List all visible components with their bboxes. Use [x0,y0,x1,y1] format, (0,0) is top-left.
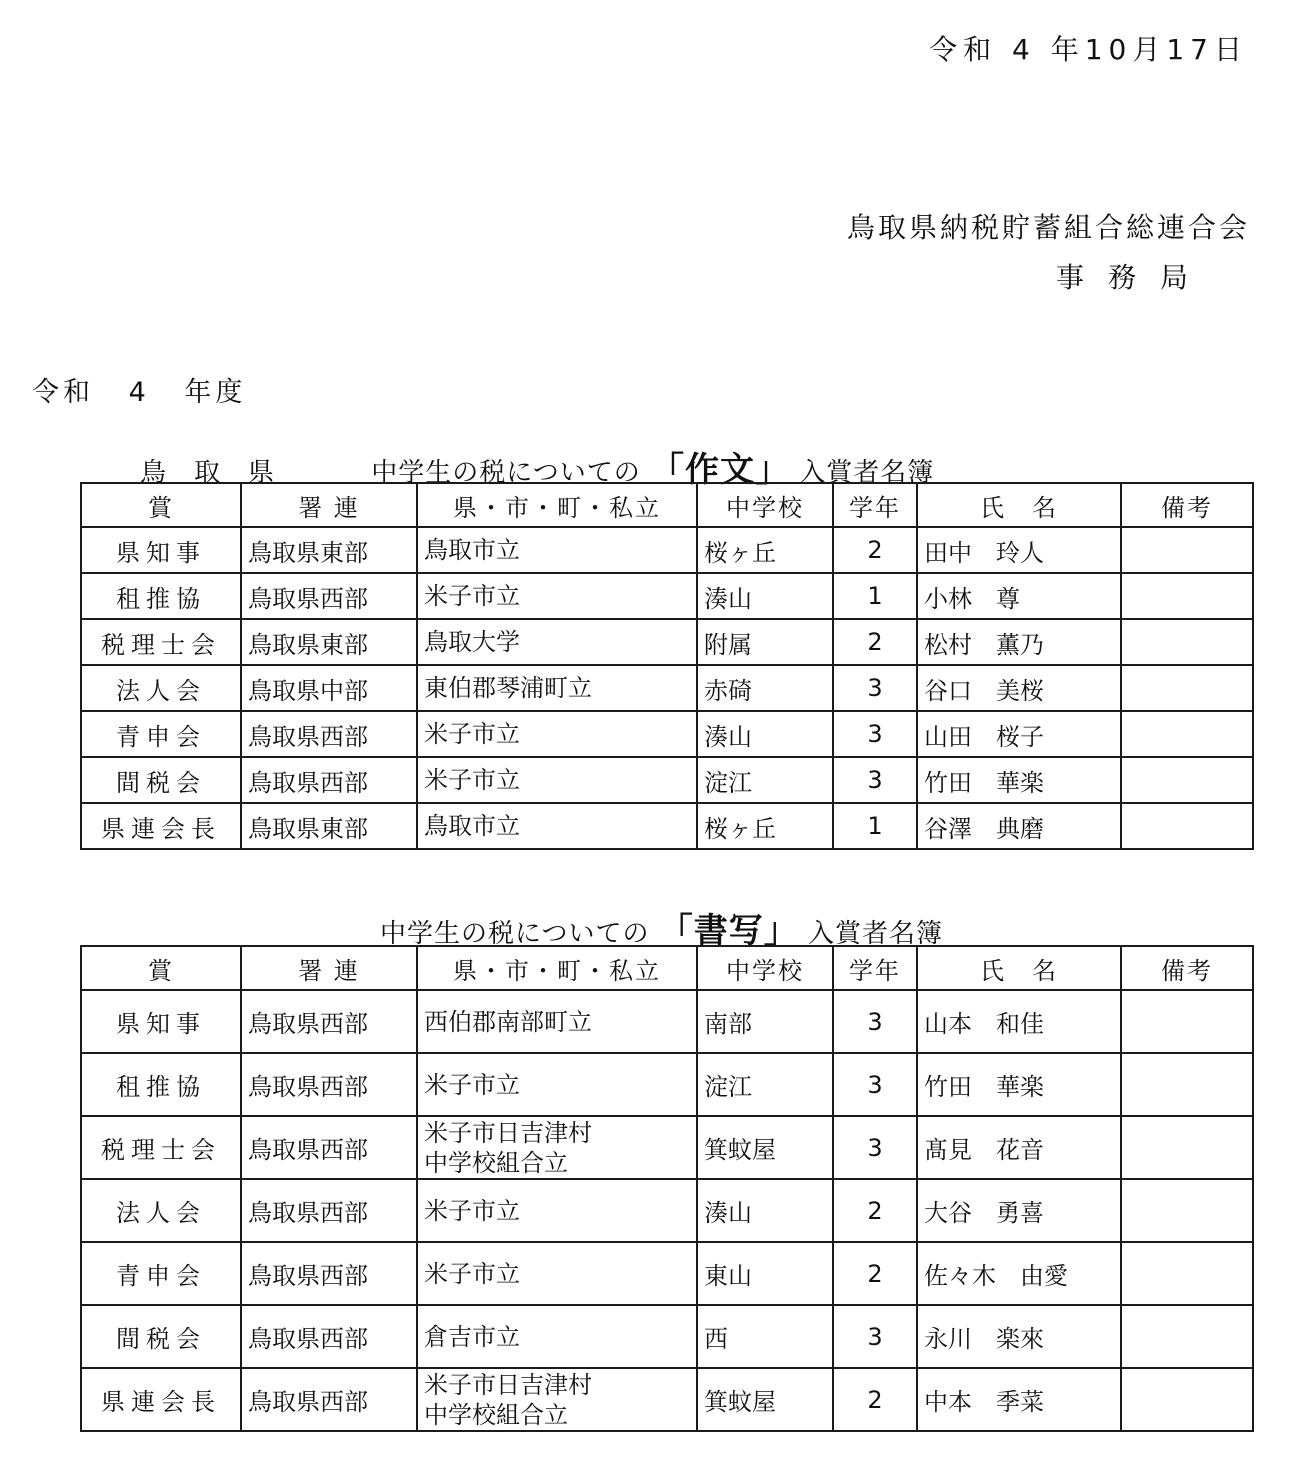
grade-cell: 3 [833,990,917,1053]
grade-cell: 2 [833,1179,917,1242]
note-cell [1121,527,1253,573]
prize-cell: 県連会長 [81,1368,241,1431]
prize-cell: 法人会 [81,665,241,711]
table-row [81,665,1253,711]
essay-category: 「作文」 [650,450,791,490]
table-row [81,1305,1253,1368]
note-cell [1121,573,1253,619]
column-header-school: 中学校 [697,946,833,990]
column-header-name: 氏 名 [917,483,1121,527]
prize-cell: 県連会長 [81,803,241,849]
column-header-grade: 学年 [833,483,917,527]
note-cell [1121,803,1253,849]
grade-cell: 2 [833,619,917,665]
essay-prefecture: 鳥取県 [140,458,303,488]
note-cell [1121,1305,1253,1368]
office-cell: 鳥取県東部 [241,527,417,573]
essay-title-suffix: 入賞者名簿 [799,458,935,488]
table-row [81,757,1253,803]
prize-cell: 県知事 [81,990,241,1053]
school-cell: 湊山 [697,711,833,757]
prize-cell: 税理士会 [81,1116,241,1179]
note-cell [1121,757,1253,803]
prize-cell: 間税会 [81,1305,241,1368]
office-cell: 鳥取県西部 [241,1242,417,1305]
essay-title-prefix: 中学生の税についての [371,458,641,488]
grade-cell: 2 [833,1242,917,1305]
office-cell: 鳥取県西部 [241,1053,417,1116]
prize-cell: 間税会 [81,757,241,803]
student-name-cell: 竹田 華楽 [917,1053,1121,1116]
note-cell [1121,1116,1253,1179]
office-cell: 鳥取県東部 [241,619,417,665]
note-cell [1121,1179,1253,1242]
school-type-cell: 米子市日吉津村 中学校組合立 [417,1116,697,1179]
student-name-cell: 中本 季菜 [917,1368,1121,1431]
student-name-cell: 髙見 花音 [917,1116,1121,1179]
school-type-cell: 鳥取市立 [417,527,697,573]
note-cell [1121,619,1253,665]
student-name-cell: 竹田 華楽 [917,757,1121,803]
school-cell: 箕蚊屋 [697,1368,833,1431]
school-type-cell: 東伯郡琴浦町立 [417,665,697,711]
table-row [81,711,1253,757]
office-cell: 鳥取県西部 [241,1305,417,1368]
table-row [81,803,1253,849]
prize-cell: 青申会 [81,711,241,757]
note-cell [1121,1368,1253,1431]
school-type-cell: 米子市立 [417,573,697,619]
prize-cell: 法人会 [81,1179,241,1242]
column-header-office: 署 連 [241,946,417,990]
column-header-school-type: 県・市・町・私立 [417,946,697,990]
school-cell: 湊山 [697,573,833,619]
school-type-cell: 米子市立 [417,1242,697,1305]
school-cell: 桜ヶ丘 [697,527,833,573]
school-type-cell: 鳥取大学 [417,619,697,665]
school-type-cell: 米子市立 [417,757,697,803]
student-name-cell: 谷口 美桜 [917,665,1121,711]
student-name-cell: 松村 薫乃 [917,619,1121,665]
office-cell: 鳥取県東部 [241,803,417,849]
grade-cell: 3 [833,757,917,803]
school-cell: 東山 [697,1242,833,1305]
column-header-prize: 賞 [81,483,241,527]
office-cell: 鳥取県西部 [241,1179,417,1242]
grade-cell: 3 [833,1305,917,1368]
prize-cell: 税理士会 [81,619,241,665]
table-header-row [81,946,1253,990]
grade-cell: 3 [833,711,917,757]
student-name-cell: 谷澤 典磨 [917,803,1121,849]
grade-cell: 1 [833,803,917,849]
school-type-cell: 鳥取市立 [417,803,697,849]
grade-cell: 3 [833,665,917,711]
table-header-row [81,483,1253,527]
table-row [81,527,1253,573]
school-cell: 箕蚊屋 [697,1116,833,1179]
student-name-cell: 佐々木 由愛 [917,1242,1121,1305]
school-cell: 附属 [697,619,833,665]
school-type-cell: 米子市日吉津村 中学校組合立 [417,1368,697,1431]
note-cell [1121,990,1253,1053]
note-cell [1121,711,1253,757]
column-header-name: 氏 名 [917,946,1121,990]
table-row [81,1368,1253,1431]
school-cell: 西 [697,1305,833,1368]
school-type-cell: 米子市立 [417,1179,697,1242]
student-name-cell: 大谷 勇喜 [917,1179,1121,1242]
school-type-cell: 米子市立 [417,711,697,757]
office-cell: 鳥取県西部 [241,573,417,619]
table-row [81,1179,1253,1242]
fiscal-year [32,370,268,409]
school-cell: 淀江 [697,1053,833,1116]
essay-award-table [80,482,1254,850]
office-cell: 鳥取県西部 [241,757,417,803]
note-cell [1121,1242,1253,1305]
student-name-cell: 山本 和佳 [917,990,1121,1053]
school-type-cell: 米子市立 [417,1053,697,1116]
calligraphy-award-table [80,945,1254,1432]
grade-cell: 1 [833,573,917,619]
organization-name: 鳥取県納税貯蓄組合総連合会 [846,211,1250,244]
column-header-school: 中学校 [697,483,833,527]
note-cell [1121,1053,1253,1116]
table-row [81,1116,1253,1179]
note-cell [1121,665,1253,711]
grade-cell: 2 [833,1368,917,1431]
column-header-school-type: 県・市・町・私立 [417,483,697,527]
grade-cell: 3 [833,1053,917,1116]
calligraphy-category: 「書写」 [658,911,799,951]
grade-cell: 2 [833,527,917,573]
grade-cell: 3 [833,1116,917,1179]
table-row [81,990,1253,1053]
student-name-cell: 田中 玲人 [917,527,1121,573]
fiscal-era: 令和 [32,377,94,408]
office-cell: 鳥取県西部 [241,990,417,1053]
table-row [81,1242,1253,1305]
office-cell: 鳥取県西部 [241,1368,417,1431]
table-row [81,573,1253,619]
school-cell: 淀江 [697,757,833,803]
student-name-cell: 永川 楽來 [917,1305,1121,1368]
document-date: 令和 4 年10月17日 [929,33,1248,66]
school-cell: 湊山 [697,1179,833,1242]
student-name-cell: 山田 桜子 [917,711,1121,757]
column-header-prize: 賞 [81,946,241,990]
office-cell: 鳥取県中部 [241,665,417,711]
fiscal-suffix: 年度 [184,377,247,408]
school-cell: 南部 [697,990,833,1053]
table-row [81,1053,1253,1116]
school-cell: 桜ヶ丘 [697,803,833,849]
calligraphy-title-suffix: 入賞者名簿 [808,919,944,949]
student-name-cell: 小林 尊 [917,573,1121,619]
column-header-grade: 学年 [833,946,917,990]
table-row [81,619,1253,665]
calligraphy-title-prefix: 中学生の税についての [380,919,650,949]
prize-cell: 租推協 [81,573,241,619]
column-header-note: 備考 [1121,483,1253,527]
department-name: 事務局 [1055,261,1212,294]
prize-cell: 租推協 [81,1053,241,1116]
column-header-office: 署 連 [241,483,417,527]
prize-cell: 県知事 [81,527,241,573]
school-type-cell: 倉吉市立 [417,1305,697,1368]
office-cell: 鳥取県西部 [241,1116,417,1179]
school-cell: 赤碕 [697,665,833,711]
fiscal-number: 4 [128,377,150,408]
prize-cell: 青申会 [81,1242,241,1305]
column-header-note: 備考 [1121,946,1253,990]
school-type-cell: 西伯郡南部町立 [417,990,697,1053]
office-cell: 鳥取県西部 [241,711,417,757]
